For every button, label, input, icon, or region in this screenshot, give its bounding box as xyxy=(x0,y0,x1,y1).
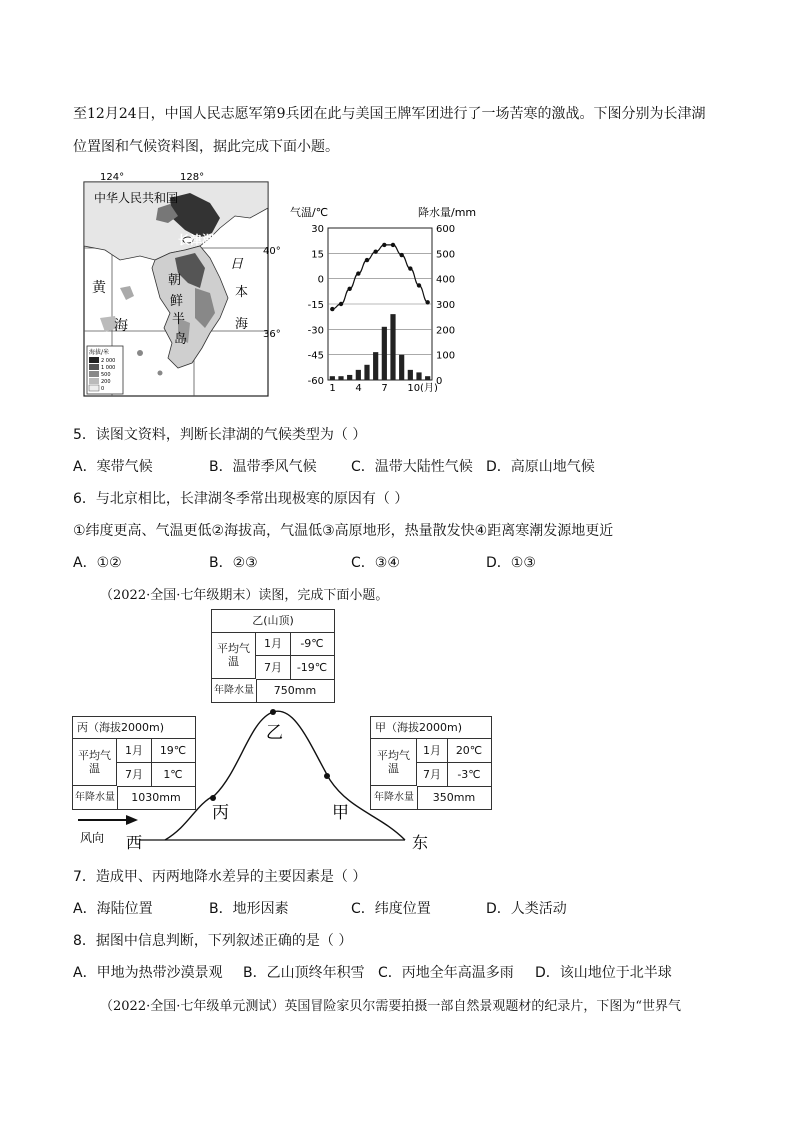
left-tick-label: -30 xyxy=(307,325,324,337)
temperature-point xyxy=(425,300,429,304)
summit-month-1: 1月 xyxy=(256,632,291,656)
temperature-point xyxy=(399,253,403,257)
sea-east-char-2: 本 xyxy=(235,285,249,300)
lon-label-124: 124° xyxy=(100,172,125,183)
legend-item-2: 500 xyxy=(101,372,111,378)
x-tick-label: 10(月) xyxy=(407,383,438,392)
q5-option-a[interactable]: A．寒带气候 xyxy=(73,459,153,475)
precipitation-bar xyxy=(425,376,430,380)
lat-label-36: 36° xyxy=(263,329,281,340)
precipitation-bar xyxy=(356,370,361,380)
label-jia: 甲 xyxy=(332,803,349,823)
precipitation-bar xyxy=(382,327,387,380)
precipitation-bar xyxy=(416,372,421,380)
country-label: 中华人民共和国 xyxy=(94,191,179,205)
east-temp-1: 20℃ xyxy=(447,739,491,763)
summit-month-2: 7月 xyxy=(256,656,291,680)
temperature-point xyxy=(408,266,412,270)
left-tick-label: 30 xyxy=(311,224,324,235)
east-temp-2: -3℃ xyxy=(447,763,491,787)
west-month-2: 7月 xyxy=(117,763,152,787)
summit-precip-label: 年降水量 xyxy=(212,680,257,702)
lon-label-128: 128° xyxy=(180,172,205,183)
sea-west-char-2: 海 xyxy=(114,318,128,334)
east-precip-label: 年降水量 xyxy=(371,787,418,809)
intro-line-2: 位置图和气候资料图，据此完成下面小题。 xyxy=(73,139,339,155)
temperature-point xyxy=(391,243,395,247)
summit-climate-table xyxy=(211,609,335,703)
peninsula-char-1: 朝 xyxy=(168,273,182,288)
precipitation-axis-label: 降水量/mm xyxy=(418,206,477,219)
precipitation-bar xyxy=(330,376,335,380)
summit-temp-1: -9℃ xyxy=(290,632,334,656)
east-table-title: 甲（海拔2000m) xyxy=(371,717,491,739)
temperature-point xyxy=(373,249,377,253)
lat-label-40: 40° xyxy=(263,246,281,257)
right-tick-label: 600 xyxy=(436,224,456,235)
precipitation-bar xyxy=(390,314,395,380)
summit-table-title: 乙(山顶) xyxy=(212,610,334,633)
legend-item-4: 0 xyxy=(101,386,105,392)
temperature-line xyxy=(332,245,427,309)
temperature-point xyxy=(417,283,421,287)
q6-stem: 6．与北京相比，长津湖冬季常出现极寒的原因有（ ） xyxy=(73,491,409,507)
left-tick-label: -60 xyxy=(307,376,324,387)
q8-options xyxy=(0,962,794,982)
x-tick-label: 7 xyxy=(381,383,388,392)
climate-chart xyxy=(290,200,490,392)
left-tick-label: 15 xyxy=(311,249,324,261)
x-tick-label: 4 xyxy=(355,383,362,392)
east-avg-temp-label: 平均气温 xyxy=(371,739,417,786)
left-tick-label: -15 xyxy=(307,300,324,311)
right-tick-label: 200 xyxy=(436,325,456,337)
q5-stem: 5．读图文资料，判断长津湖的气候类型为（ ） xyxy=(73,427,367,443)
q7-option-b[interactable]: B．地形因素 xyxy=(209,901,289,917)
korea-location-map xyxy=(60,168,292,400)
peninsula-char-2: 鲜 xyxy=(170,294,184,309)
right-tick-label: 0 xyxy=(436,376,443,387)
west-temp-2: 1℃ xyxy=(151,763,195,787)
mountain-outline xyxy=(165,711,405,840)
west-label: 西 xyxy=(126,833,143,852)
west-precip-value: 1030mm xyxy=(131,791,181,805)
x-tick-label: 1 xyxy=(329,383,336,392)
temperature-axis-label: 气温/℃ xyxy=(290,206,329,219)
q6-options xyxy=(0,552,794,572)
q6-choices: ①纬度更高、气温更低②海拔高，气温低③高原地形，热量散发快④距离寒潮发源地更近 xyxy=(73,523,614,539)
precipitation-bar xyxy=(347,375,352,380)
q8-stem: 8．据图中信息判断，下列叙述正确的是（ ） xyxy=(73,933,353,949)
temperature-point xyxy=(339,302,343,306)
temperature-point xyxy=(347,287,351,291)
west-avg-temp-label: 平均气温 xyxy=(73,739,117,786)
summit-precip-value: 750mm xyxy=(273,684,317,698)
q5-options xyxy=(0,456,794,476)
q7-option-c[interactable]: C．纬度位置 xyxy=(351,901,431,917)
section-header: （2022·全国·七年级期末）读图，完成下面小题。 xyxy=(100,588,389,603)
west-point xyxy=(210,795,216,801)
precipitation-bar xyxy=(338,376,343,380)
sea-east-char-1: 日 xyxy=(230,257,244,272)
right-tick-label: 300 xyxy=(436,300,456,311)
summit-avg-temp-label: 平均气温 xyxy=(212,632,256,679)
sea-east-char-3: 海 xyxy=(235,317,249,332)
legend-item-0: 2 000 xyxy=(101,358,116,364)
wind-label: 风向 xyxy=(80,831,105,845)
left-tick-label: 0 xyxy=(317,274,324,286)
west-month-1: 1月 xyxy=(117,739,152,763)
q7-option-d[interactable]: D．人类活动 xyxy=(486,901,567,917)
q5-option-d[interactable]: D．高原山地气候 xyxy=(486,459,595,475)
summit-temp-2: -19℃ xyxy=(290,656,334,680)
peninsula-char-3: 半 xyxy=(172,312,186,327)
precipitation-bar xyxy=(364,365,369,380)
east-month-1: 1月 xyxy=(417,739,448,763)
intro-line-1: 至12月24日，中国人民志愿军第9兵团在此与美国王牌军团进行了一场苦寒的激战。下图分别为长津湖 xyxy=(73,106,706,122)
legend-title: 海拔/米 xyxy=(89,349,110,356)
west-temp-1: 19℃ xyxy=(151,739,195,763)
temperature-point xyxy=(382,243,386,247)
precipitation-bar xyxy=(373,352,378,380)
wind-arrow-head xyxy=(126,815,138,825)
east-precip-value: 350mm xyxy=(432,791,476,805)
temperature-point xyxy=(365,258,369,262)
q6-option-d[interactable]: D．①③ xyxy=(486,555,536,571)
west-table-title: 丙（海拔2000m) xyxy=(73,717,195,739)
precipitation-bar xyxy=(408,370,413,380)
east-label: 东 xyxy=(412,833,429,852)
east-point xyxy=(324,773,330,779)
right-tick-label: 400 xyxy=(436,274,456,286)
legend-item-1: 1 000 xyxy=(101,365,116,371)
q7-stem: 7．造成甲、丙两地降水差异的主要因素是（ ） xyxy=(73,869,367,885)
right-tick-label: 500 xyxy=(436,249,456,261)
q6-option-b[interactable]: B．②③ xyxy=(209,555,258,571)
q8-option-d[interactable]: D．该山地位于北半球 xyxy=(535,965,672,981)
temperature-point xyxy=(356,271,360,275)
peak-point xyxy=(270,709,276,715)
east-climate-table xyxy=(370,716,492,810)
q8-option-a[interactable]: A．甲地为热带沙漠景观 xyxy=(73,965,223,981)
label-yi: 乙 xyxy=(266,723,283,743)
label-bing: 丙 xyxy=(212,803,229,823)
footer-line: （2022·全国·七年级单元测试）英国冒险家贝尔需要拍摄一部自然景观题材的纪录片，下图为“世界气 xyxy=(100,999,681,1014)
right-tick-label: 100 xyxy=(436,350,456,362)
peninsula-char-4: 岛 xyxy=(174,332,188,347)
temperature-point xyxy=(330,307,334,311)
sea-west-char-1: 黄 xyxy=(92,280,106,296)
q6-option-a[interactable]: A．①② xyxy=(73,555,122,571)
q6-option-c[interactable]: C．③④ xyxy=(351,555,400,571)
q5-option-c[interactable]: C．温带大陆性气候 xyxy=(351,459,473,475)
q7-options xyxy=(0,898,794,918)
q5-option-b[interactable]: B．温带季风气候 xyxy=(209,459,317,475)
q7-option-a[interactable]: A．海陆位置 xyxy=(73,901,153,917)
legend-item-3: 200 xyxy=(101,379,111,385)
west-climate-table xyxy=(72,716,196,810)
west-precip-label: 年降水量 xyxy=(73,787,118,809)
east-month-2: 7月 xyxy=(417,763,448,787)
precipitation-bar xyxy=(399,355,404,380)
lake-label: 长津湖 xyxy=(178,233,215,247)
q8-option-c[interactable]: C．丙地全年高温多雨 xyxy=(378,965,514,981)
left-tick-label: -45 xyxy=(307,350,324,362)
q8-option-b[interactable]: B．乙山顶终年积雪 xyxy=(243,965,365,981)
